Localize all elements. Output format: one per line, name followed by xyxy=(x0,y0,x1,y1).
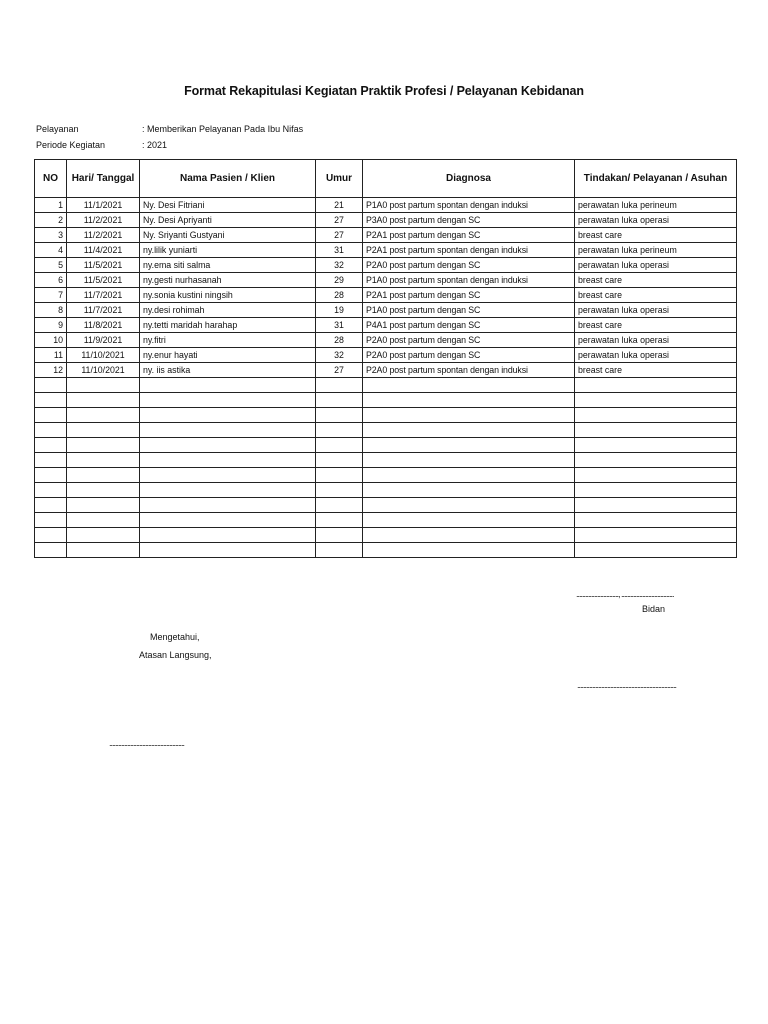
cell-action: perawatan luka operasi xyxy=(575,258,737,273)
table-row xyxy=(35,318,737,333)
cell-no: 6 xyxy=(35,273,67,288)
empty-cell xyxy=(575,423,737,438)
cell-diagnosis: P4A1 post partum dengan SC xyxy=(363,318,575,333)
cell-date: 11/5/2021 xyxy=(67,258,140,273)
empty-cell xyxy=(316,543,363,558)
empty-cell xyxy=(67,468,140,483)
meta-periode xyxy=(36,140,167,150)
cell-age: 21 xyxy=(316,198,363,213)
table-row xyxy=(35,228,737,243)
cell-date: 11/8/2021 xyxy=(67,318,140,333)
cell-action: perawatan luka operasi xyxy=(575,213,737,228)
empty-cell xyxy=(316,528,363,543)
cell-diagnosis: P2A0 post partum dengan SC xyxy=(363,258,575,273)
cell-diagnosis: P2A1 post partum dengan SC xyxy=(363,228,575,243)
empty-cell xyxy=(140,423,316,438)
cell-action: breast care xyxy=(575,273,737,288)
empty-cell xyxy=(316,423,363,438)
place-date-line: ............................, ................................... xyxy=(576,589,674,599)
empty-cell xyxy=(67,438,140,453)
empty-cell xyxy=(140,483,316,498)
empty-table-row xyxy=(35,498,737,513)
empty-cell xyxy=(575,498,737,513)
empty-cell xyxy=(35,528,67,543)
empty-cell xyxy=(67,453,140,468)
empty-cell xyxy=(316,453,363,468)
table-row xyxy=(35,273,737,288)
empty-cell xyxy=(67,543,140,558)
empty-cell xyxy=(316,483,363,498)
header-patient: Nama Pasien / Klien xyxy=(140,160,316,198)
empty-cell xyxy=(316,438,363,453)
header-date: Hari/ Tanggal xyxy=(67,160,140,198)
cell-age: 27 xyxy=(316,213,363,228)
bidan-signature-line: .................................................................. xyxy=(577,680,677,690)
cell-age: 19 xyxy=(316,303,363,318)
empty-cell xyxy=(575,393,737,408)
cell-date: 11/2/2021 xyxy=(67,228,140,243)
cell-action: perawatan luka perineum xyxy=(575,198,737,213)
bidan-label: Bidan xyxy=(642,604,666,614)
cell-patient: Ny. Desi Apriyanti xyxy=(140,213,316,228)
meta-pelayanan xyxy=(36,124,303,134)
empty-cell xyxy=(363,468,575,483)
cell-date: 11/10/2021 xyxy=(67,363,140,378)
cell-age: 27 xyxy=(316,228,363,243)
cell-no: 1 xyxy=(35,198,67,213)
empty-cell xyxy=(316,408,363,423)
empty-cell xyxy=(67,378,140,393)
empty-table-row xyxy=(35,408,737,423)
cell-no: 8 xyxy=(35,303,67,318)
table-row xyxy=(35,333,737,348)
empty-table-row xyxy=(35,423,737,438)
cell-date: 11/4/2021 xyxy=(67,243,140,258)
pelayanan-value: : Memberikan Pelayanan Pada Ibu Nifas xyxy=(142,124,304,134)
cell-age: 32 xyxy=(316,258,363,273)
empty-cell xyxy=(35,423,67,438)
periode-label: Periode Kegiatan xyxy=(36,140,106,150)
empty-cell xyxy=(35,408,67,423)
cell-patient: Ny. Sriyanti Gustyani xyxy=(140,228,316,243)
empty-cell xyxy=(67,408,140,423)
empty-cell xyxy=(67,498,140,513)
empty-table-row xyxy=(35,453,737,468)
empty-cell xyxy=(316,498,363,513)
empty-cell xyxy=(67,513,140,528)
empty-cell xyxy=(140,528,316,543)
empty-cell xyxy=(363,498,575,513)
cell-diagnosis: P3A0 post partum dengan SC xyxy=(363,213,575,228)
header-no: NO xyxy=(35,160,67,198)
table-body xyxy=(35,198,737,558)
empty-cell xyxy=(575,543,737,558)
empty-cell xyxy=(35,543,67,558)
cell-age: 28 xyxy=(316,333,363,348)
empty-cell xyxy=(575,483,737,498)
cell-patient: ny.fitri xyxy=(140,333,316,348)
empty-cell xyxy=(316,378,363,393)
table-row xyxy=(35,243,737,258)
empty-cell xyxy=(363,378,575,393)
empty-cell xyxy=(35,468,67,483)
empty-table-row xyxy=(35,543,737,558)
cell-patient: ny.enur hayati xyxy=(140,348,316,363)
cell-date: 11/1/2021 xyxy=(67,198,140,213)
cell-action: breast care xyxy=(575,363,737,378)
empty-table-row xyxy=(35,438,737,453)
mengetahui-label: Mengetahui, xyxy=(150,632,200,642)
empty-cell xyxy=(575,453,737,468)
cell-date: 11/7/2021 xyxy=(67,303,140,318)
cell-patient: ny.ema siti salma xyxy=(140,258,316,273)
empty-cell xyxy=(575,438,737,453)
cell-no: 3 xyxy=(35,228,67,243)
cell-no: 10 xyxy=(35,333,67,348)
table-row xyxy=(35,198,737,213)
empty-cell xyxy=(67,423,140,438)
cell-no: 11 xyxy=(35,348,67,363)
cell-diagnosis: P2A1 post partum dengan SC xyxy=(363,288,575,303)
empty-cell xyxy=(363,408,575,423)
cell-age: 28 xyxy=(316,288,363,303)
empty-cell xyxy=(575,408,737,423)
empty-cell xyxy=(35,498,67,513)
cell-diagnosis: P1A0 post partum spontan dengan induksi xyxy=(363,198,575,213)
table-header-row xyxy=(35,160,737,198)
empty-cell xyxy=(363,453,575,468)
header-diagnosis: Diagnosa xyxy=(363,160,575,198)
empty-cell xyxy=(575,513,737,528)
cell-patient: ny.lilik yuniarti xyxy=(140,243,316,258)
empty-cell xyxy=(316,393,363,408)
cell-date: 11/2/2021 xyxy=(67,213,140,228)
atasan-signature-line: .................................................. xyxy=(109,738,185,748)
empty-cell xyxy=(363,393,575,408)
cell-patient: ny.gesti nurhasanah xyxy=(140,273,316,288)
cell-diagnosis: P2A1 post partum spontan dengan induksi xyxy=(363,243,575,258)
empty-cell xyxy=(363,513,575,528)
empty-cell xyxy=(575,378,737,393)
cell-diagnosis: P2A0 post partum dengan SC xyxy=(363,348,575,363)
cell-diagnosis: P1A0 post partum dengan SC xyxy=(363,303,575,318)
cell-no: 7 xyxy=(35,288,67,303)
cell-no: 9 xyxy=(35,318,67,333)
empty-cell xyxy=(35,483,67,498)
empty-cell xyxy=(67,483,140,498)
pelayanan-label: Pelayanan xyxy=(36,124,79,134)
cell-diagnosis: P2A0 post partum spontan dengan induksi xyxy=(363,363,575,378)
empty-cell xyxy=(67,393,140,408)
empty-cell xyxy=(35,438,67,453)
cell-age: 32 xyxy=(316,348,363,363)
empty-table-row xyxy=(35,378,737,393)
empty-table-row xyxy=(35,483,737,498)
cell-action: breast care xyxy=(575,318,737,333)
empty-cell xyxy=(140,453,316,468)
cell-patient: Ny. Desi Fitriani xyxy=(140,198,316,213)
table-row xyxy=(35,303,737,318)
cell-no: 12 xyxy=(35,363,67,378)
cell-patient: ny.desi rohimah xyxy=(140,303,316,318)
header-action: Tindakan/ Pelayanan / Asuhan xyxy=(575,160,737,198)
empty-cell xyxy=(35,378,67,393)
cell-diagnosis: P2A0 post partum dengan SC xyxy=(363,333,575,348)
cell-patient: ny.tetti maridah harahap xyxy=(140,318,316,333)
cell-date: 11/7/2021 xyxy=(67,288,140,303)
cell-action: breast care xyxy=(575,228,737,243)
empty-table-row xyxy=(35,393,737,408)
empty-cell xyxy=(140,498,316,513)
periode-value: : 2021 xyxy=(142,140,168,150)
empty-cell xyxy=(363,528,575,543)
cell-age: 29 xyxy=(316,273,363,288)
empty-cell xyxy=(363,423,575,438)
empty-cell xyxy=(140,378,316,393)
empty-cell xyxy=(35,513,67,528)
table-row xyxy=(35,258,737,273)
empty-cell xyxy=(35,453,67,468)
empty-cell xyxy=(140,543,316,558)
cell-action: perawatan luka operasi xyxy=(575,333,737,348)
empty-cell xyxy=(316,468,363,483)
cell-diagnosis: P1A0 post partum spontan dengan induksi xyxy=(363,273,575,288)
cell-action: perawatan luka operasi xyxy=(575,303,737,318)
empty-cell xyxy=(575,528,737,543)
cell-patient: ny. iis astika xyxy=(140,363,316,378)
empty-cell xyxy=(363,438,575,453)
empty-cell xyxy=(140,468,316,483)
empty-cell xyxy=(140,438,316,453)
table-row xyxy=(35,213,737,228)
rekap-table xyxy=(34,159,737,558)
cell-action: perawatan luka operasi xyxy=(575,348,737,363)
cell-no: 2 xyxy=(35,213,67,228)
empty-cell xyxy=(363,543,575,558)
cell-date: 11/5/2021 xyxy=(67,273,140,288)
cell-age: 31 xyxy=(316,243,363,258)
document-title: Format Rekapitulasi Kegiatan Praktik Profesi / Pelayanan Kebidanan xyxy=(184,84,584,98)
empty-cell xyxy=(140,393,316,408)
cell-action: perawatan luka perineum xyxy=(575,243,737,258)
cell-no: 5 xyxy=(35,258,67,273)
header-age: Umur xyxy=(316,160,363,198)
cell-age: 27 xyxy=(316,363,363,378)
empty-cell xyxy=(140,513,316,528)
cell-age: 31 xyxy=(316,318,363,333)
cell-no: 4 xyxy=(35,243,67,258)
empty-cell xyxy=(316,513,363,528)
table-row xyxy=(35,288,737,303)
table-row xyxy=(35,348,737,363)
empty-cell xyxy=(67,528,140,543)
cell-patient: ny.sonia kustini ningsih xyxy=(140,288,316,303)
empty-table-row xyxy=(35,513,737,528)
atasan-label: Atasan Langsung, xyxy=(139,650,212,660)
cell-action: breast care xyxy=(575,288,737,303)
empty-table-row xyxy=(35,468,737,483)
table-row xyxy=(35,363,737,378)
empty-cell xyxy=(140,408,316,423)
empty-cell xyxy=(575,468,737,483)
empty-cell xyxy=(363,483,575,498)
cell-date: 11/10/2021 xyxy=(67,348,140,363)
cell-date: 11/9/2021 xyxy=(67,333,140,348)
empty-table-row xyxy=(35,528,737,543)
empty-cell xyxy=(35,393,67,408)
